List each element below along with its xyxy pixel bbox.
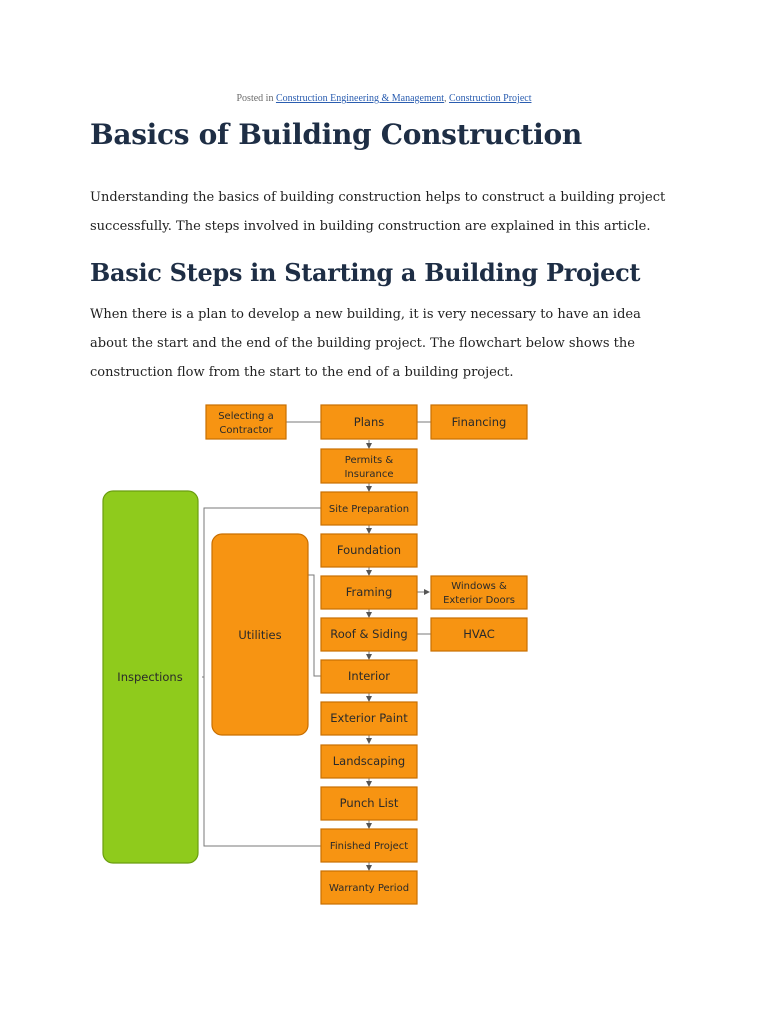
node-windows-exterior-doors [431, 576, 527, 609]
article-title: Basics of Building Construction [90, 118, 582, 151]
node-selecting-contractor-line1: Selecting a [218, 411, 274, 422]
construction-flowchart [92, 397, 542, 907]
node-permits-line2: Insurance [344, 469, 394, 480]
node-hvac-label: HVAC [463, 627, 495, 641]
node-roof-siding [321, 618, 417, 651]
section-paragraph: When there is a plan to develop a new building, it is very necessary to have an idea about the start and the end of the building project. The flowchart below shows the construction flow from the start to the end of a building project. [90, 307, 641, 380]
node-financing [431, 405, 527, 439]
node-plans-label: Plans [353, 415, 385, 429]
node-finished-project-label: Finished Project [329, 841, 409, 852]
node-site-preparation [321, 492, 417, 525]
node-inspections [103, 491, 198, 863]
node-interior-label: Interior [348, 669, 390, 683]
node-foundation [321, 534, 417, 567]
section-heading: Basic Steps in Starting a Building Project [90, 258, 641, 287]
node-permits-insurance [321, 449, 417, 483]
connector-utilities-interior [308, 575, 321, 676]
category-link-construction-engineering[interactable]: Construction Engineering & Management [275, 93, 444, 104]
node-exterior-paint [321, 702, 417, 735]
node-windows-line1: Windows & [451, 581, 507, 592]
node-warranty-period [321, 871, 417, 904]
node-punch-list-label: Punch List [339, 796, 399, 810]
node-roof-siding-label: Roof & Siding [330, 627, 408, 641]
node-warranty-period-label: Warranty Period [328, 883, 410, 894]
posted-in-prefix: Posted in [236, 93, 274, 104]
node-finished-project [321, 829, 417, 862]
posted-in-line [0, 93, 768, 104]
node-framing [321, 576, 417, 609]
node-landscaping [321, 745, 417, 778]
node-plans [321, 405, 417, 439]
node-permits-line1: Permits & [344, 455, 394, 466]
node-financing-label: Financing [451, 415, 507, 429]
node-foundation-label: Foundation [336, 543, 402, 557]
intro-paragraph: Understanding the basics of building construction helps to construct a building project successfully. The steps involved in building construction are explained in this article. [90, 190, 666, 234]
node-utilities [212, 534, 308, 735]
node-landscaping-label: Landscaping [332, 754, 406, 768]
node-exterior-paint-label: Exterior Paint [330, 711, 408, 725]
node-windows-line2: Exterior Doors [443, 595, 515, 606]
node-selecting-contractor-line2: Contractor [219, 425, 273, 436]
node-utilities-label: Utilities [238, 628, 282, 642]
node-hvac [431, 618, 527, 651]
node-punch-list [321, 787, 417, 820]
node-site-preparation-label: Site Preparation [328, 504, 410, 515]
node-selecting-contractor [206, 405, 286, 439]
category-separator: , [443, 93, 447, 104]
flowchart-svg [92, 397, 542, 907]
node-framing-label: Framing [345, 585, 393, 599]
node-inspections-label: Inspections [117, 670, 183, 684]
category-link-construction-project[interactable]: Construction Project [448, 93, 532, 104]
node-interior [321, 660, 417, 693]
